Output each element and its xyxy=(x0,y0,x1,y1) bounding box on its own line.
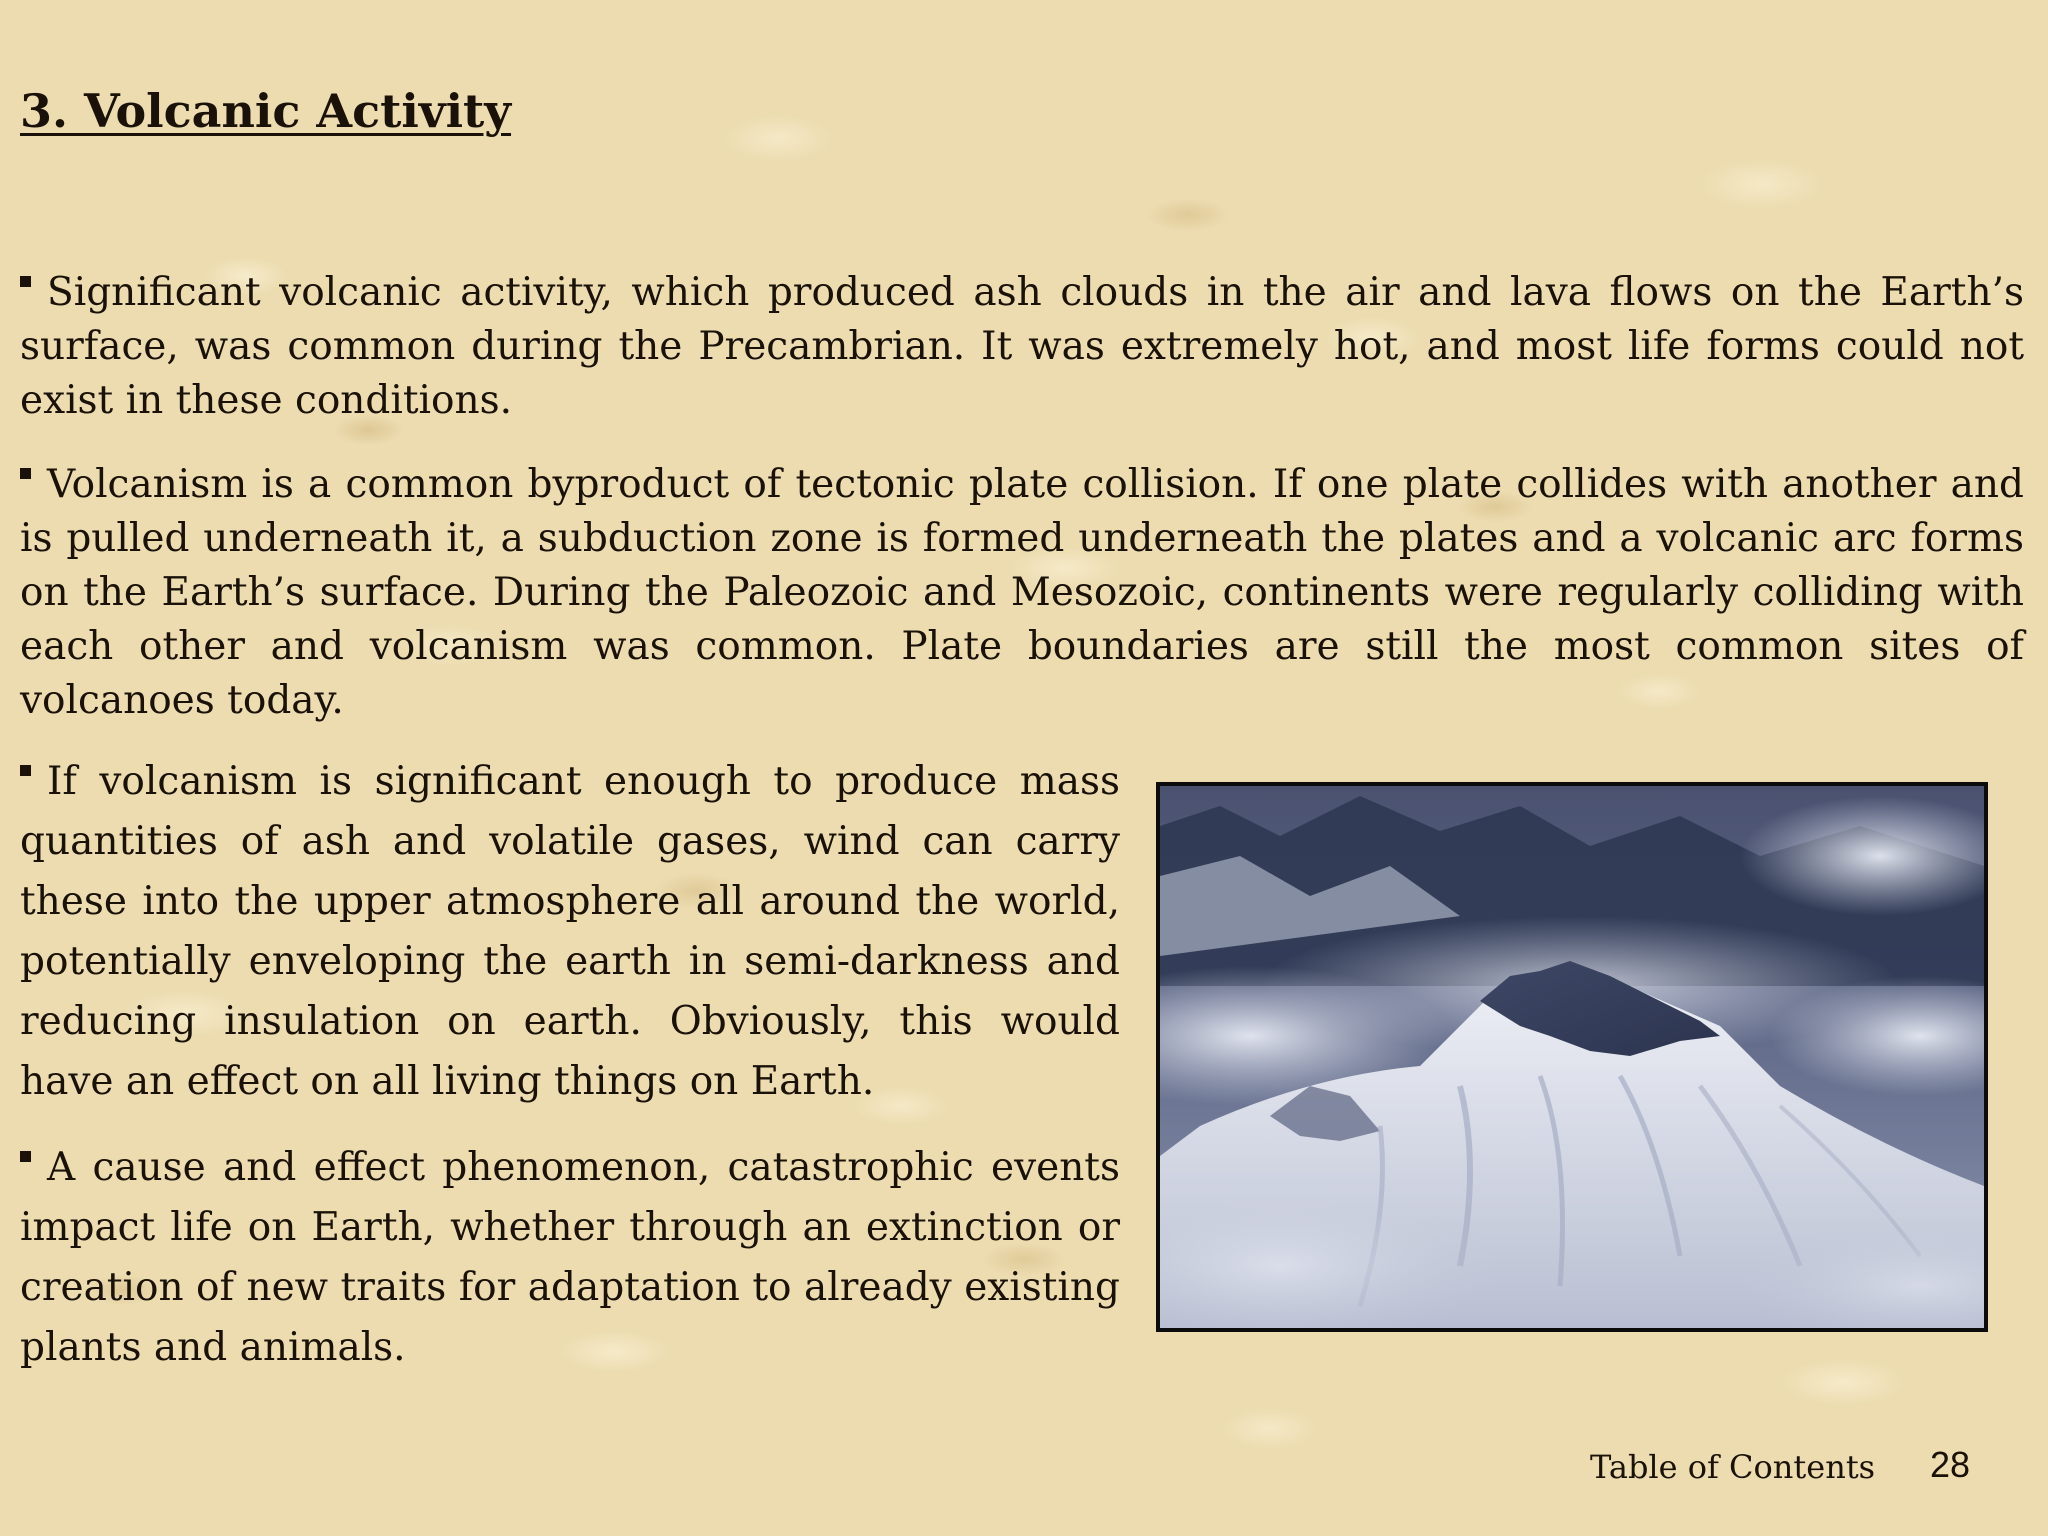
square-bullet-icon xyxy=(20,468,31,479)
paragraph-text: If volcanism is significant enough to produce mass quantities of ash and volatile gases, wind can carry these into the upper atmosphere all around the world, potentially enveloping the earth in semi-darkness and reducing insulation on earth. Obviously, this would have an effect on all living things on Earth. xyxy=(20,759,1120,1104)
paragraph-text: Volcanism is a common byproduct of tectonic plate collision. If one plate collides with another and is pulled underneath it, a subduction zone is formed underneath the plates and a volcanic arc forms on the Earth’s surface. During the Paleozoic and Mesozoic, continents were regularly colliding with each other and volcanism was common. Plate boundaries are still the most common sites of volcanoes today. xyxy=(20,462,2024,723)
paragraph-ash-atmosphere xyxy=(20,752,1120,1112)
page-number: 28 xyxy=(1930,1444,1971,1485)
slide-title: 3. Volcanic Activity xyxy=(20,84,512,138)
square-bullet-icon xyxy=(20,765,31,776)
paragraph-text: A cause and effect phenomenon, catastrophic events impact life on Earth, whether through an extinction or creation of new traits for adaptation to already existing plants and animals. xyxy=(20,1145,1120,1370)
paragraph-text: Significant volcanic activity, which produced ash clouds in the air and lava flows on the Earth’s surface, was common during the Precambrian. It was extremely hot, and most life forms could not exist in these conditions. xyxy=(20,270,2024,423)
volcano-photo xyxy=(1156,782,1988,1332)
square-bullet-icon xyxy=(20,276,31,287)
paragraph-precambrian-volcanism xyxy=(20,266,2024,428)
paragraph-plate-collision xyxy=(20,458,2024,728)
snow-capped-volcano-image xyxy=(1160,786,1984,1328)
table-of-contents-link[interactable]: Table of Contents xyxy=(1590,1448,1876,1486)
paragraph-cause-effect xyxy=(20,1138,1120,1378)
square-bullet-icon xyxy=(20,1151,31,1162)
